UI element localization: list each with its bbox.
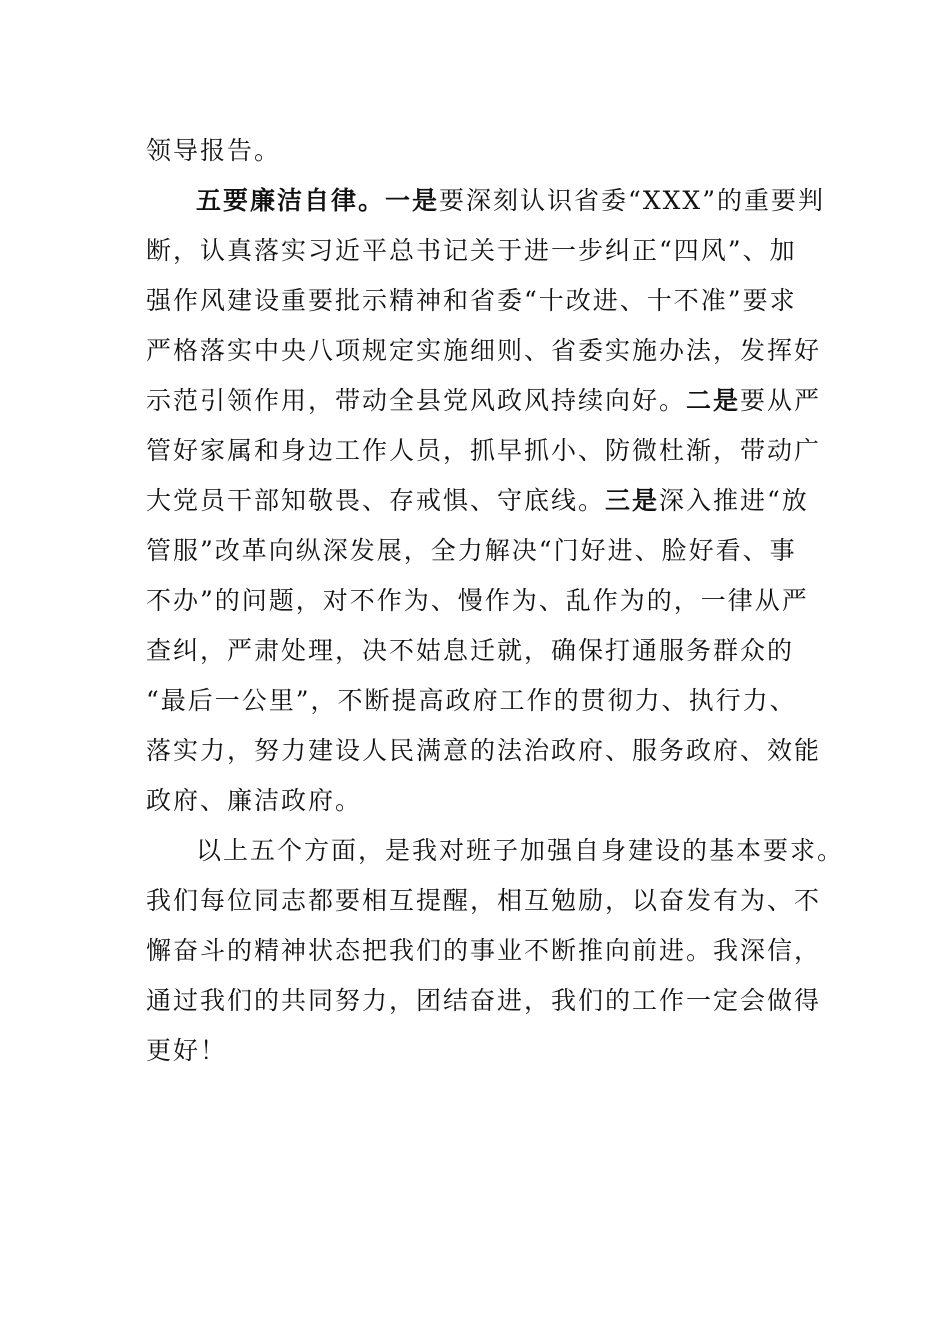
paragraph-text: 示范引领作用，带动全县党风政风持续向好。 — [146, 386, 687, 415]
paragraph-line — [146, 376, 822, 426]
paragraph-text: 要从严 — [740, 386, 822, 415]
point-marker: 二是 — [686, 386, 741, 415]
paragraph-line — [146, 176, 825, 226]
point-marker: 一是 — [385, 186, 440, 215]
paragraph-line: 政府、廉洁政府。 — [146, 786, 363, 815]
paragraph-line: 断，认真落实习近平总书记关于进一步纠正“四风”、加 — [146, 236, 797, 265]
paragraph-line: 以上五个方面，是我对班子加强自身建设的基本要求。 — [196, 836, 845, 865]
paragraph-line: “最后一公里”，不断提高政府工作的贯彻力、执行力、 — [146, 686, 797, 715]
paragraph-line: 强作风建设重要批示精神和省委“十改进、十不准”要求 — [146, 286, 797, 315]
paragraph-line: 严格落实中央八项规定实施细则、省委实施办法，发挥好 — [146, 336, 822, 365]
paragraph-line: 不办”的问题，对不作为、慢作为、乱作为的，一律从严 — [146, 586, 809, 615]
paragraph-text: 大党员干部知敬畏、存戒惧、守底线。 — [146, 486, 606, 515]
paragraph-line: 查纠，严肃处理，决不姑息迁就，确保打通服务群众的 — [146, 636, 795, 665]
paragraph-line: 管好家属和身边工作人员，抓早抓小、防微杜渐，带动广 — [146, 436, 822, 465]
paragraph-line: 通过我们的共同努力，团结奋进，我们的工作一定会做得 — [146, 986, 822, 1015]
paragraph-line: 落实力，努力建设人民满意的法治政府、服务政府、效能 — [146, 736, 822, 765]
point-marker: 三是 — [605, 486, 660, 515]
paragraph-line: 更好！ — [146, 1036, 228, 1065]
paragraph-line: 我们每位同志都要相互提醒，相互勉励，以奋发有为、不 — [146, 886, 822, 915]
paragraph-text: 深入推进“放 — [659, 486, 809, 515]
paragraph-line — [146, 476, 816, 526]
section-heading: 五要廉洁自律。 — [196, 186, 386, 215]
document-body — [146, 126, 845, 1076]
paragraph-line: 管服”改革向纵深发展，全力解决“门好进、脸好看、事 — [146, 536, 797, 565]
paragraph-text: 要深刻认识省委“XXX”的重要判 — [439, 186, 825, 215]
paragraph-line: 领导报告。 — [146, 136, 282, 165]
paragraph-line: 懈奋斗的精神状态把我们的事业不断推向前进。我深信， — [146, 936, 822, 965]
